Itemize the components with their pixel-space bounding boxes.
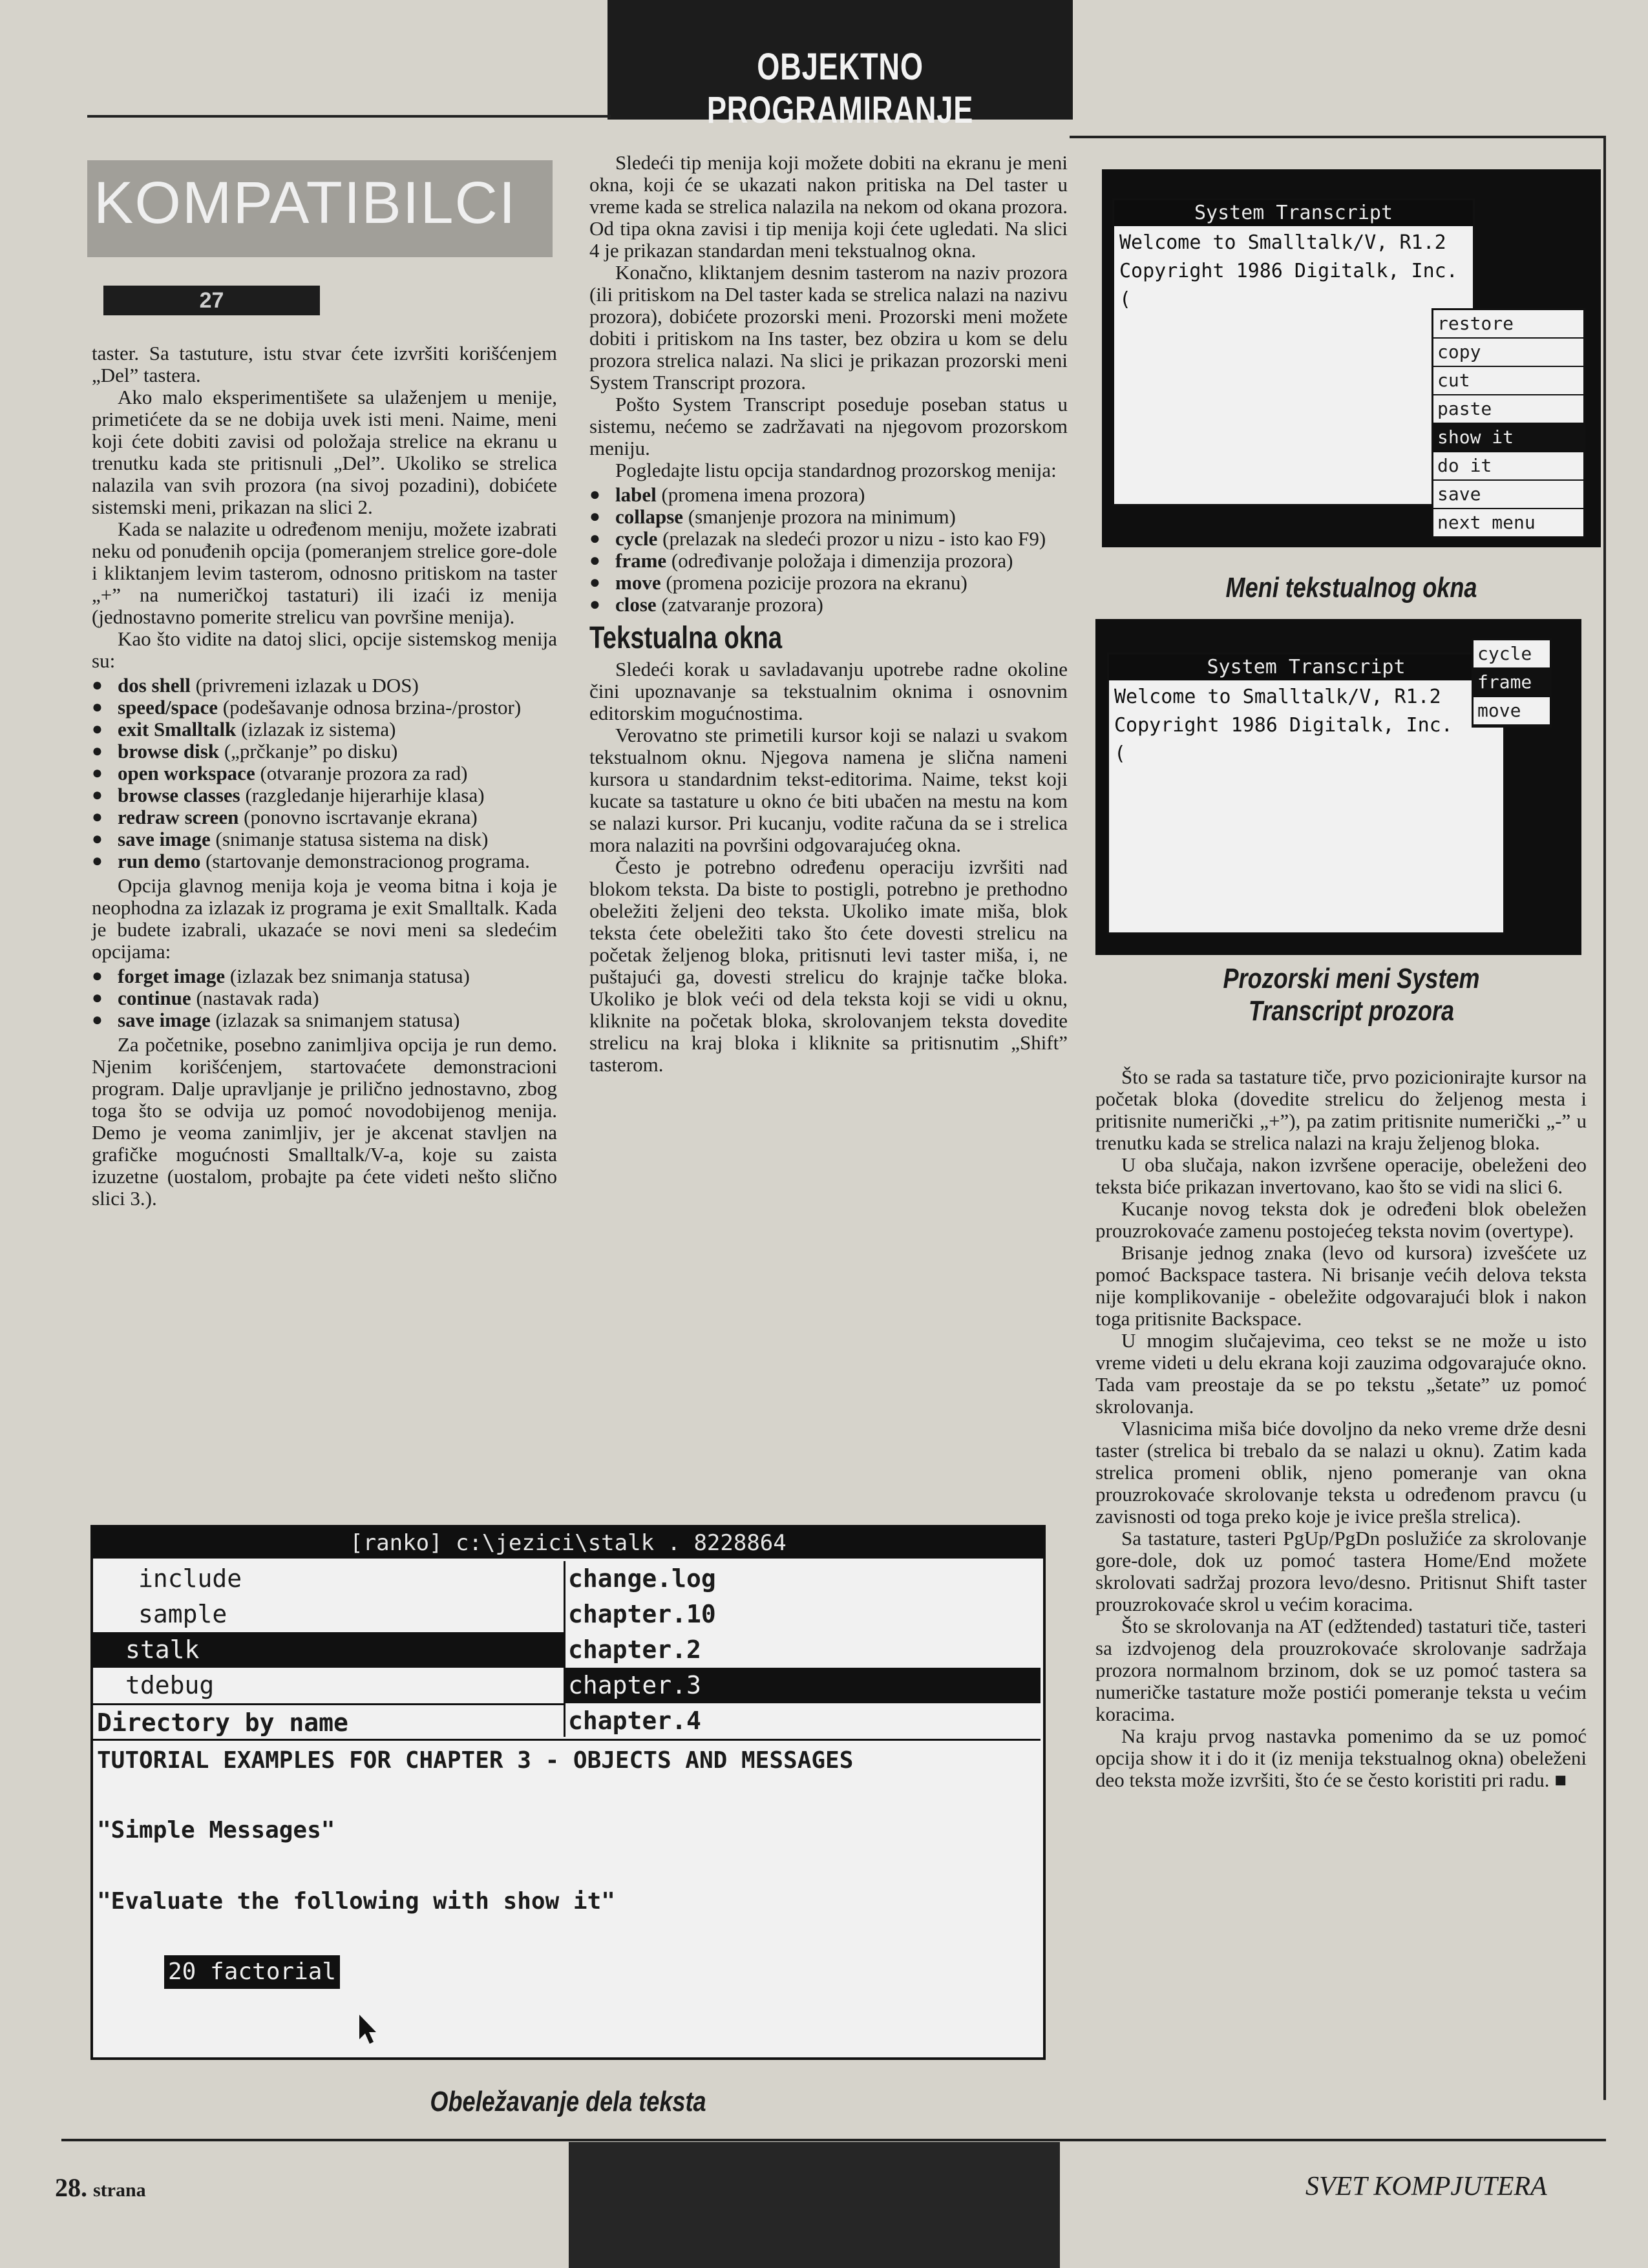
list-item: ● dos shell (privremeni izlazak u DOS) bbox=[92, 675, 557, 697]
paragraph: U mnogim slučajevima, ceo tekst se ne može u isto vreme videti u delu ekrana koji zauzima odgovarajuće okno. Tada vam preostaje da se po tekstu „šetate” uz pomoć skrolovanja. bbox=[1095, 1329, 1587, 1418]
menu-item[interactable]: copy bbox=[1433, 339, 1583, 367]
figure-caption: Meni tekstualnog okna bbox=[1225, 572, 1477, 604]
list-item: ● save image (snimanje statusa sistema na disk) bbox=[92, 828, 557, 850]
column-1 bbox=[92, 342, 557, 1210]
text-line: "Evaluate the following with show it" bbox=[97, 1888, 615, 1915]
paragraph: Što se rada sa tastature tiče, prvo pozicionirajte kursor na početak bloka (dovedite strelicu do željenog mesta i pritisnite numerički „+”), pa zatim pritisnite numerički „-” u trenutku kada se strelica nalazi na kraju željenog bloka. bbox=[1095, 1066, 1587, 1154]
highlighted-text[interactable]: 20 factorial bbox=[164, 1955, 340, 1989]
list-item: ● run demo (startovanje demonstracionog programa. bbox=[92, 850, 557, 872]
text-line: "Simple Messages" bbox=[97, 1817, 335, 1843]
paragraph: Kucanje novog teksta dok je određeni blok obeležen prouzrokovaće zamenu postojećeg teksta novim (overtype). bbox=[1095, 1197, 1587, 1242]
menu-item[interactable]: next menu bbox=[1433, 509, 1583, 538]
list-item: ● continue (nastavak rada) bbox=[92, 987, 557, 1009]
paragraph: Kao što vidite na datoj slici, opcije sistemskog menija su: bbox=[92, 627, 557, 672]
paragraph: Verovatno ste primetili kursor koji se nalazi u svakom tekstualnom oknu. Njegova namena je slična nameni kursora u standardnim tekst-editorima. Naime, tekst koji kucate sa tastature u okno će biti ubačen na mestu na kom se nalazi kursor. Pri kucanju, vodite računa da se i strelica mora nalaziti na površini odgovarajućeg okna. bbox=[589, 724, 1068, 856]
window-line: Copyright 1986 Digitalk, Inc. bbox=[1114, 714, 1453, 737]
list-item: ● speed/space (podešavanje odnosa brzina-/prostor) bbox=[92, 697, 557, 719]
list-item: ● cycle (prelazak na sledeći prozor u nizu - isto kao F9) bbox=[589, 528, 1068, 550]
window-menu bbox=[1472, 638, 1552, 728]
window-title: System Transcript bbox=[1114, 200, 1473, 226]
exit-menu-list bbox=[92, 965, 557, 1031]
paragraph: Pogledajte listu opcija standardnog prozorskog menija: bbox=[615, 459, 1057, 481]
list-item: ● label (promena imena prozora) bbox=[589, 484, 1068, 506]
file-item[interactable]: change.log bbox=[568, 1564, 716, 1593]
paragraph: Za početnike, posebno zanimljiva opcija je run demo. Njenim korišćenjem, startovaćete demonstracioni program. Dalje upravljanje je prilično jednostavno, zbog toga što se odvija uz pomoć novodobijenog menija. Demo je veoma zanimljiv, jer je akcenat stavljen na grafičke mogućnosti Smalltalk/V-a, koje su zaista izuzetne (uostalom, probajte pa ćete videti nešto slično slici 3.). bbox=[92, 1033, 557, 1210]
list-item: ● redraw screen (ponovno iscrtavanje ekrana) bbox=[92, 806, 557, 828]
paragraph: Sledeći korak u savladavanju upotrebe radne okoline čini upoznavanje sa tekstualnim oknima i osnovnim editorskim mogućnostima. bbox=[589, 658, 1068, 724]
list-item: ● browse classes (razgledanje hijerarhije klasa) bbox=[92, 784, 557, 806]
column-3 bbox=[1095, 1066, 1587, 1791]
directory-item[interactable]: include bbox=[138, 1564, 242, 1593]
list-item: ● close (zatvaranje prozora) bbox=[589, 594, 1068, 616]
list-item: ● forget image (izlazak bez snimanja statusa) bbox=[92, 965, 557, 987]
paragraph: Pošto System Transcript poseduje poseban status u sistemu, nećemo se zadržavati na njegovom prozorskom meniju. bbox=[589, 393, 1068, 459]
list-item: ● collapse (smanjenje prozora na minimum) bbox=[589, 506, 1068, 528]
menu-item-selected[interactable]: show it bbox=[1433, 424, 1583, 452]
directory-item-selected[interactable]: stalk bbox=[93, 1632, 564, 1668]
bottom-rule bbox=[61, 2139, 1606, 2141]
rubric-title: KOMPATIBILCI bbox=[94, 170, 517, 236]
list-item: ● browse disk („prčkanje” po disku) bbox=[92, 740, 557, 762]
list-item: ● move (promena pozicije prozora na ekranu) bbox=[589, 572, 1068, 594]
menu-item[interactable]: save bbox=[1433, 481, 1583, 509]
window bbox=[1107, 653, 1505, 934]
window-title: System Transcript bbox=[1109, 655, 1503, 680]
window-line: Copyright 1986 Digitalk, Inc. bbox=[1119, 260, 1458, 282]
menu-item[interactable]: do it bbox=[1433, 452, 1583, 481]
subheading: Tekstualna okna bbox=[589, 621, 783, 655]
menu-item[interactable]: cycle bbox=[1474, 640, 1550, 669]
paragraph: Konačno, kliktanjem desnim tasterom na naziv prozora (ili pritiskom na Del taster kada se strelica nalazi na nazivu prozora), dobićete prozorski meni. Prozorski meni možete dobiti i pritiskom na Ins taster, bez obzira u kom se delu prozora strelica nalazi. Na slici je prikazan prozorski meni System Transcript prozora. bbox=[589, 261, 1068, 394]
window bbox=[1112, 198, 1475, 506]
file-item[interactable]: chapter.2 bbox=[568, 1635, 701, 1664]
paragraph: U oba slučaja, nakon izvršene operacije, obeleženi deo teksta biće prikazan invertovano, kao što se vidi na slici 6. bbox=[1095, 1153, 1587, 1198]
issue-number: 27 bbox=[103, 286, 320, 315]
figure-caption: Prozorski meni System bbox=[1223, 963, 1480, 994]
paragraph: Kada se nalazite u određenom meniju, možete izabrati neku od ponuđenih opcija (pomeranjem strelice gore-dole i kliktanjem levim tasterom, odnosno pritiskom na taster „+” na numeričkoj tastaturi) ili izaći iz menija (jednostavno pomerite strelicu van površine menija). bbox=[92, 518, 557, 628]
paragraph: Brisanje jednog znaka (levo od kursora) izvešćete uz pomoć Backspace tastera. Ni brisanje većih delova teksta nije komplikovanije - obeležite odgovarajući blok i nakon toga pritisnite Backspace. bbox=[1095, 1241, 1587, 1330]
list-item: ● save image (izlazak sa snimanjem statusa) bbox=[92, 1009, 557, 1031]
paragraph: taster. Sa tastuture, istu stvar ćete izvršiti korišćenjem „Del” tastera. bbox=[92, 342, 557, 386]
window-line: Welcome to Smalltalk/V, R1.2 bbox=[1119, 231, 1446, 254]
file-list bbox=[565, 1561, 1041, 1739]
paragraph: Na kraju prvog nastavka pomenimo da se uz pomoć opcija show it i do it (iz menija tekstualnog okna) obeleženi deo teksta može izvršiti, što će se često koristiti pri radu. ■ bbox=[1095, 1725, 1587, 1791]
figure-window-menu bbox=[1095, 619, 1581, 955]
list-item: ● open workspace (otvaranje prozora za rad) bbox=[92, 762, 557, 784]
figure-caption: Transcript prozora bbox=[1248, 995, 1455, 1027]
top-rule-right bbox=[1070, 136, 1606, 138]
text-line: TUTORIAL EXAMPLES FOR CHAPTER 3 - OBJECTS AND MESSAGES bbox=[97, 1747, 854, 1774]
paragraph: Vlasnicima miša biće dovoljno da neko vreme drže desni taster (strelica bi trebalo da se nalazi u oknu). Zatim kada strelica promeni oblik, njeno pomeranje van okna prouzrokovaće skrolovanje teksta u određenom pravcu (u zavisnosti od toga preko koje je ivice prešla strelica). bbox=[1095, 1417, 1587, 1528]
window-menu-list bbox=[589, 484, 1068, 616]
mouse-pointer-icon bbox=[358, 2013, 377, 2046]
paragraph: Sa tastature, tasteri PgUp/PgDn poslužiće za skrolovanje gore-dole, dok uz pomoć tastera Home/End možete skrolovati sadržaj prozora levo/desno. Pritisnut Shift taster prouzrokovaće skrol u većim koracima. bbox=[1095, 1527, 1587, 1615]
section-title: OBJEKTNO PROGRAMIRANJE bbox=[706, 46, 974, 131]
window-title-bar: [ranko] c:\jezici\stalk . 8228864 bbox=[93, 1528, 1043, 1559]
paragraph: Ako malo eksperimentišete sa ulaženjem u menije, primetićete da se ne dobija uvek isti meni. Naime, meni koji ćete dobiti zavisi od položaja strelice na ekranu u trenutku kada ste pritisnuli „Del”. Ukoliko se strelica nalazila van svih prozora (na sivoj pozadini), dobićete sistemski meni, prikazan na slici 2. bbox=[92, 386, 557, 518]
paragraph: Često je potrebno određenu operaciju izvršiti nad blokom teksta. Da biste to postigli, potrebno je prethodno obeležiti željeni deo teksta. Ukoliko imate miša, blok teksta ćete obeležiti tako što ćete dovesti strelicu na početak željenog bloka, pritisnuti levi taster miša, i, ne puštajući ga, dovesti strelicu do krajnje tačke bloka. Ukoliko je blok veći od dela teksta koji se vidi u oknu, kliknite na početak bloka, skrolovanjem teksta dovedite strelicu na kraj bloka i kliknite sa pritisnutim „Shift” tasterom. bbox=[589, 856, 1068, 1076]
directory-item[interactable]: sample bbox=[138, 1600, 227, 1628]
end-mark: ■ bbox=[1554, 1769, 1567, 1791]
footer-dark-band bbox=[569, 2142, 1060, 2268]
menu-item[interactable]: cut bbox=[1433, 367, 1583, 395]
right-border bbox=[1603, 136, 1606, 2100]
page-number: 28. strana bbox=[55, 2173, 146, 2202]
menu-item[interactable]: paste bbox=[1433, 395, 1583, 424]
paragraph: Sledeći tip menija koji možete dobiti na ekranu je meni okna, koji će se ukazati nakon pritiska na Del taster u vreme kada se strelica nalazila na nekom od okana prozora. Od tipa okna zavisi i tip menija koji ćete ugledati. Na slici 4 je prikazan standardan meni tekstualnog okna. bbox=[589, 151, 1068, 262]
window-line: Welcome to Smalltalk/V, R1.2 bbox=[1114, 686, 1441, 708]
paragraph: Opcija glavnog menija koja je veoma bitna i koja je neophodna za izlazak iz programa je exit Smalltalk. Kada je budete izabrali, ukazaće se novi meni sa sledećim opcijama: bbox=[92, 874, 557, 963]
status-text: Directory by name bbox=[97, 1708, 348, 1737]
paragraph: Što se skrolovanja na AT (edžtended) tastaturi tiče, tasteri sa izdvojenog dela prouzrokovaće skrolovanje sadržaja prozora normalnom brzinom, dok se uz pomoć tastera sa numeričke tastature može postići pomeranje teksta u većim koracima. bbox=[1095, 1615, 1587, 1725]
file-item-selected[interactable]: chapter.3 bbox=[565, 1668, 1041, 1703]
menu-item-selected[interactable]: frame bbox=[1474, 669, 1550, 697]
list-item: ● exit Smalltalk (izlazak iz sistema) bbox=[92, 719, 557, 740]
file-item[interactable]: chapter.4 bbox=[568, 1706, 701, 1735]
top-rule-left bbox=[87, 115, 611, 118]
file-item[interactable]: chapter.10 bbox=[568, 1600, 716, 1628]
pane-divider bbox=[93, 1739, 1041, 1741]
figure-text-pane-menu bbox=[1102, 169, 1601, 547]
column-2 bbox=[589, 152, 1068, 1076]
cursor-text: ( bbox=[1119, 288, 1132, 311]
status-pane bbox=[93, 1703, 564, 1741]
list-item: ● frame (određivanje položaja i dimenzija prozora) bbox=[589, 550, 1068, 572]
cursor-text: ( bbox=[1114, 742, 1126, 765]
menu-item[interactable]: restore bbox=[1433, 310, 1583, 339]
menu-item[interactable]: move bbox=[1474, 697, 1550, 726]
text-pane-menu bbox=[1431, 308, 1585, 540]
system-menu-list bbox=[92, 675, 557, 872]
figure-directory-browser bbox=[90, 1525, 1046, 2060]
magazine-name: SVET KOMPJUTERA bbox=[1305, 2172, 1547, 2201]
directory-item[interactable]: tdebug bbox=[125, 1671, 215, 1699]
figure-caption: Obeležavanje dela teksta bbox=[430, 2086, 706, 2117]
